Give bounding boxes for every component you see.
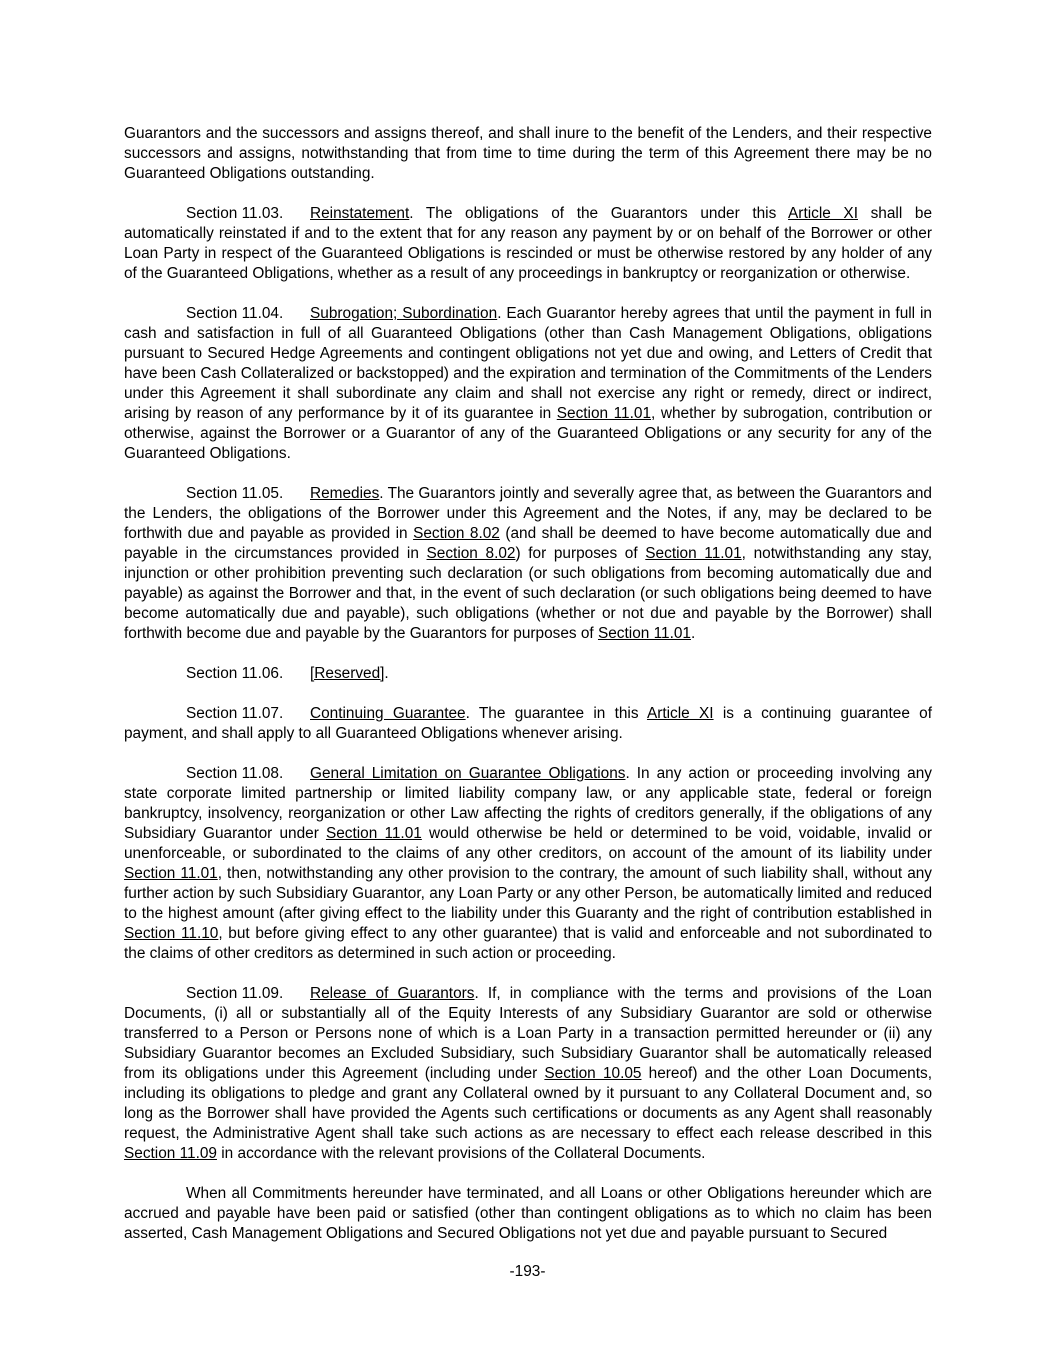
section-title-suffix: . — [409, 205, 414, 222]
section-paragraph — [124, 484, 932, 644]
section-text: in accordance with the relevant provisions of the Collateral Documents. — [216, 1145, 706, 1162]
cross-reference: Section 11.01 — [645, 545, 742, 562]
section-number: Section 11.09. — [186, 985, 284, 1002]
cross-reference: Article XI — [646, 705, 714, 722]
section-number: Section 11.08. — [186, 765, 284, 782]
closing-text: When all Commitments hereunder have terminated, and all Loans or other Obligations hereunder which are accrued and payable have been paid or satisfied (other than contingent obligations as to which no claim has been asserted, Cash Management Obligations and Secured Obligations not yet due and payable pursuant to Secured — [124, 1185, 932, 1242]
section-text: , whether by subrogation, contribution or otherwise, against the Borrower or a Guarantor of any of the Guaranteed Obligations or any security for any of the Guaranteed Obligations. — [124, 405, 932, 462]
cross-reference: Section 11.09 — [124, 1145, 217, 1162]
closing-paragraph — [124, 1184, 932, 1244]
section-title-suffix: . — [474, 985, 479, 1002]
section-text: In any action or proceeding involving any state corporate limited partnership or limited liability company law, or any applicable state, federal or foreign bankruptcy, insolvency, reorganization or other Law affecting the rights of creditors generally, if the obligations of any Subsidiary Guarantor under — [124, 765, 932, 842]
section-text: . — [690, 625, 696, 642]
section-title: [Reserved] — [310, 665, 385, 682]
section-title: General Limitation on Guarantee Obligations — [310, 765, 626, 782]
section-title-suffix: . — [379, 485, 384, 502]
continuation-paragraph: Guarantors and the successors and assigns thereof, and shall inure to the benefit of the Lenders, and their respective successors and assigns, notwithstanding that from time to time during the term of this Agreement there may be no Guaranteed Obligations outstanding. — [124, 125, 932, 182]
cross-reference: Section 11.01 — [556, 405, 652, 422]
cross-reference: Section 11.01 — [597, 625, 691, 642]
section-text: The obligations of the Guarantors under this — [413, 205, 789, 222]
section-number: Section 11.05. — [186, 485, 284, 502]
section-paragraph — [124, 304, 932, 464]
section-text: The guarantee in this — [469, 705, 647, 722]
cross-reference: Section 10.05 — [544, 1065, 642, 1082]
section-paragraph — [124, 204, 932, 284]
document-page — [124, 124, 932, 1264]
section-number: Section 11.03. — [186, 205, 284, 222]
section-title-suffix: . — [497, 305, 502, 322]
section-text: is a continuing guarantee of payment, and shall apply to all Guaranteed Obligations whenever arising. — [124, 705, 932, 742]
section-title: Subrogation; Subordination — [310, 305, 498, 322]
section-number: Section 11.06. — [186, 665, 284, 682]
section-text: (and shall be deemed to have become automatically due and payable in the circumstances provided in — [124, 525, 932, 562]
section-title-suffix: . — [465, 705, 470, 722]
cross-reference: Section 11.01 — [124, 865, 218, 882]
section-text: , notwithstanding any stay, injunction or other prohibition preventing such declaration (or such obligations from becoming automatically due and payable) as against the Borrower and that, in the event of such declaration (or such obligations being deemed to have become automatically due and payable), such obligations (whether or not due and payable by the Borrower) shall forthwith become due and payable by the Guarantors for purposes of — [124, 545, 932, 642]
section-text: Each Guarantor hereby agrees that until the payment in full in cash and satisfaction in full of all Guaranteed Obligations (other than Cash Management Obligations, obligations pursuant to Secured Hedge Agreements and contingent obligations not yet due and owing, and Letters of Credit that have been Cash Collateralized or backstopped) and the expiration and termination of the Commitments of the Lenders under this Agreement it shall subordinate any claim and shall not exercise any right or remedy, direct or indirect, arising by reason of any performance by it of its guarantee in — [124, 305, 932, 422]
section-text: ) for purposes of — [515, 545, 646, 562]
cross-reference: Section 11.10 — [124, 925, 219, 942]
section-text: , but before giving effect to any other guarantee) that is valid and enforceable and not subordinated to the claims of other creditors as determined in such action or proceeding. — [124, 925, 932, 962]
section-title: Reinstatement — [310, 205, 410, 222]
section-paragraph — [124, 984, 932, 1164]
section-text: would otherwise be held or determined to be void, voidable, invalid or unenforceable, or subordinated to the claims of any other creditors, on account of the amount of its liability under — [124, 825, 932, 862]
sections-container — [124, 204, 932, 1164]
section-text: , then, notwithstanding any other provision to the contrary, the amount of such liability shall, without any further action by such Subsidiary Guarantor, any Loan Party or any other Person, be automatically limited and reduced to the highest amount (after giving effect to the liability under this Guaranty and the right of contribution established in — [124, 865, 933, 922]
cross-reference: Section 8.02 — [426, 545, 516, 562]
section-title: Remedies — [310, 485, 380, 502]
section-text: The Guarantors jointly and severally agree that, as between the Guarantors and the Lenders, the obligations of the Borrower under this Agreement and the Notes, if any, may be declared to be forthwith due and payable as provided in — [124, 485, 932, 542]
section-title: Release of Guarantors — [310, 985, 475, 1002]
cross-reference: Section 11.01 — [325, 825, 422, 842]
section-paragraph — [124, 704, 932, 744]
section-text: hereof) and the other Loan Documents, including its obligations to pledge and grant any Collateral owned by it pursuant to any Collateral Document and, so long as the Borrower shall have provided the Agents such certifications or documents as any Agent shall reasonably request, the Administrative Agent shall take such actions as are necessary to effect each release described in this — [124, 1065, 932, 1142]
cross-reference: Article XI — [788, 205, 858, 222]
section-text: If, in compliance with the terms and provisions of the Loan Documents, (i) all or substantially all of the Equity Interests of any Subsidiary Guarantor are sold or otherwise transferred to a Person or Persons none of which is a Loan Party in a transaction permitted hereunder or (ii) any Subsidiary Guarantor becomes an Excluded Subsidiary, such Subsidiary Guarantor shall be automatically released from its obligations under this Agreement (including under — [124, 985, 932, 1082]
section-text: shall be automatically reinstated if and to the extent that for any reason any payment by or on behalf of the Borrower or other Loan Party in respect of the Guaranteed Obligations is rescinded or must be otherwise restored by any holder of any of the Guaranteed Obligations, whether as a result of any proceedings in bankruptcy or reorganization or otherwise. — [124, 205, 933, 282]
section-paragraph — [124, 664, 932, 684]
section-paragraph — [124, 764, 932, 964]
cross-reference: Section 8.02 — [413, 525, 500, 542]
section-number: Section 11.07. — [186, 705, 284, 722]
section-title: Continuing Guarantee — [310, 705, 466, 722]
section-number: Section 11.04. — [186, 305, 284, 322]
section-title-suffix: . — [384, 665, 389, 682]
section-title-suffix: . — [625, 765, 630, 782]
page-number: -193- — [509, 1263, 546, 1280]
